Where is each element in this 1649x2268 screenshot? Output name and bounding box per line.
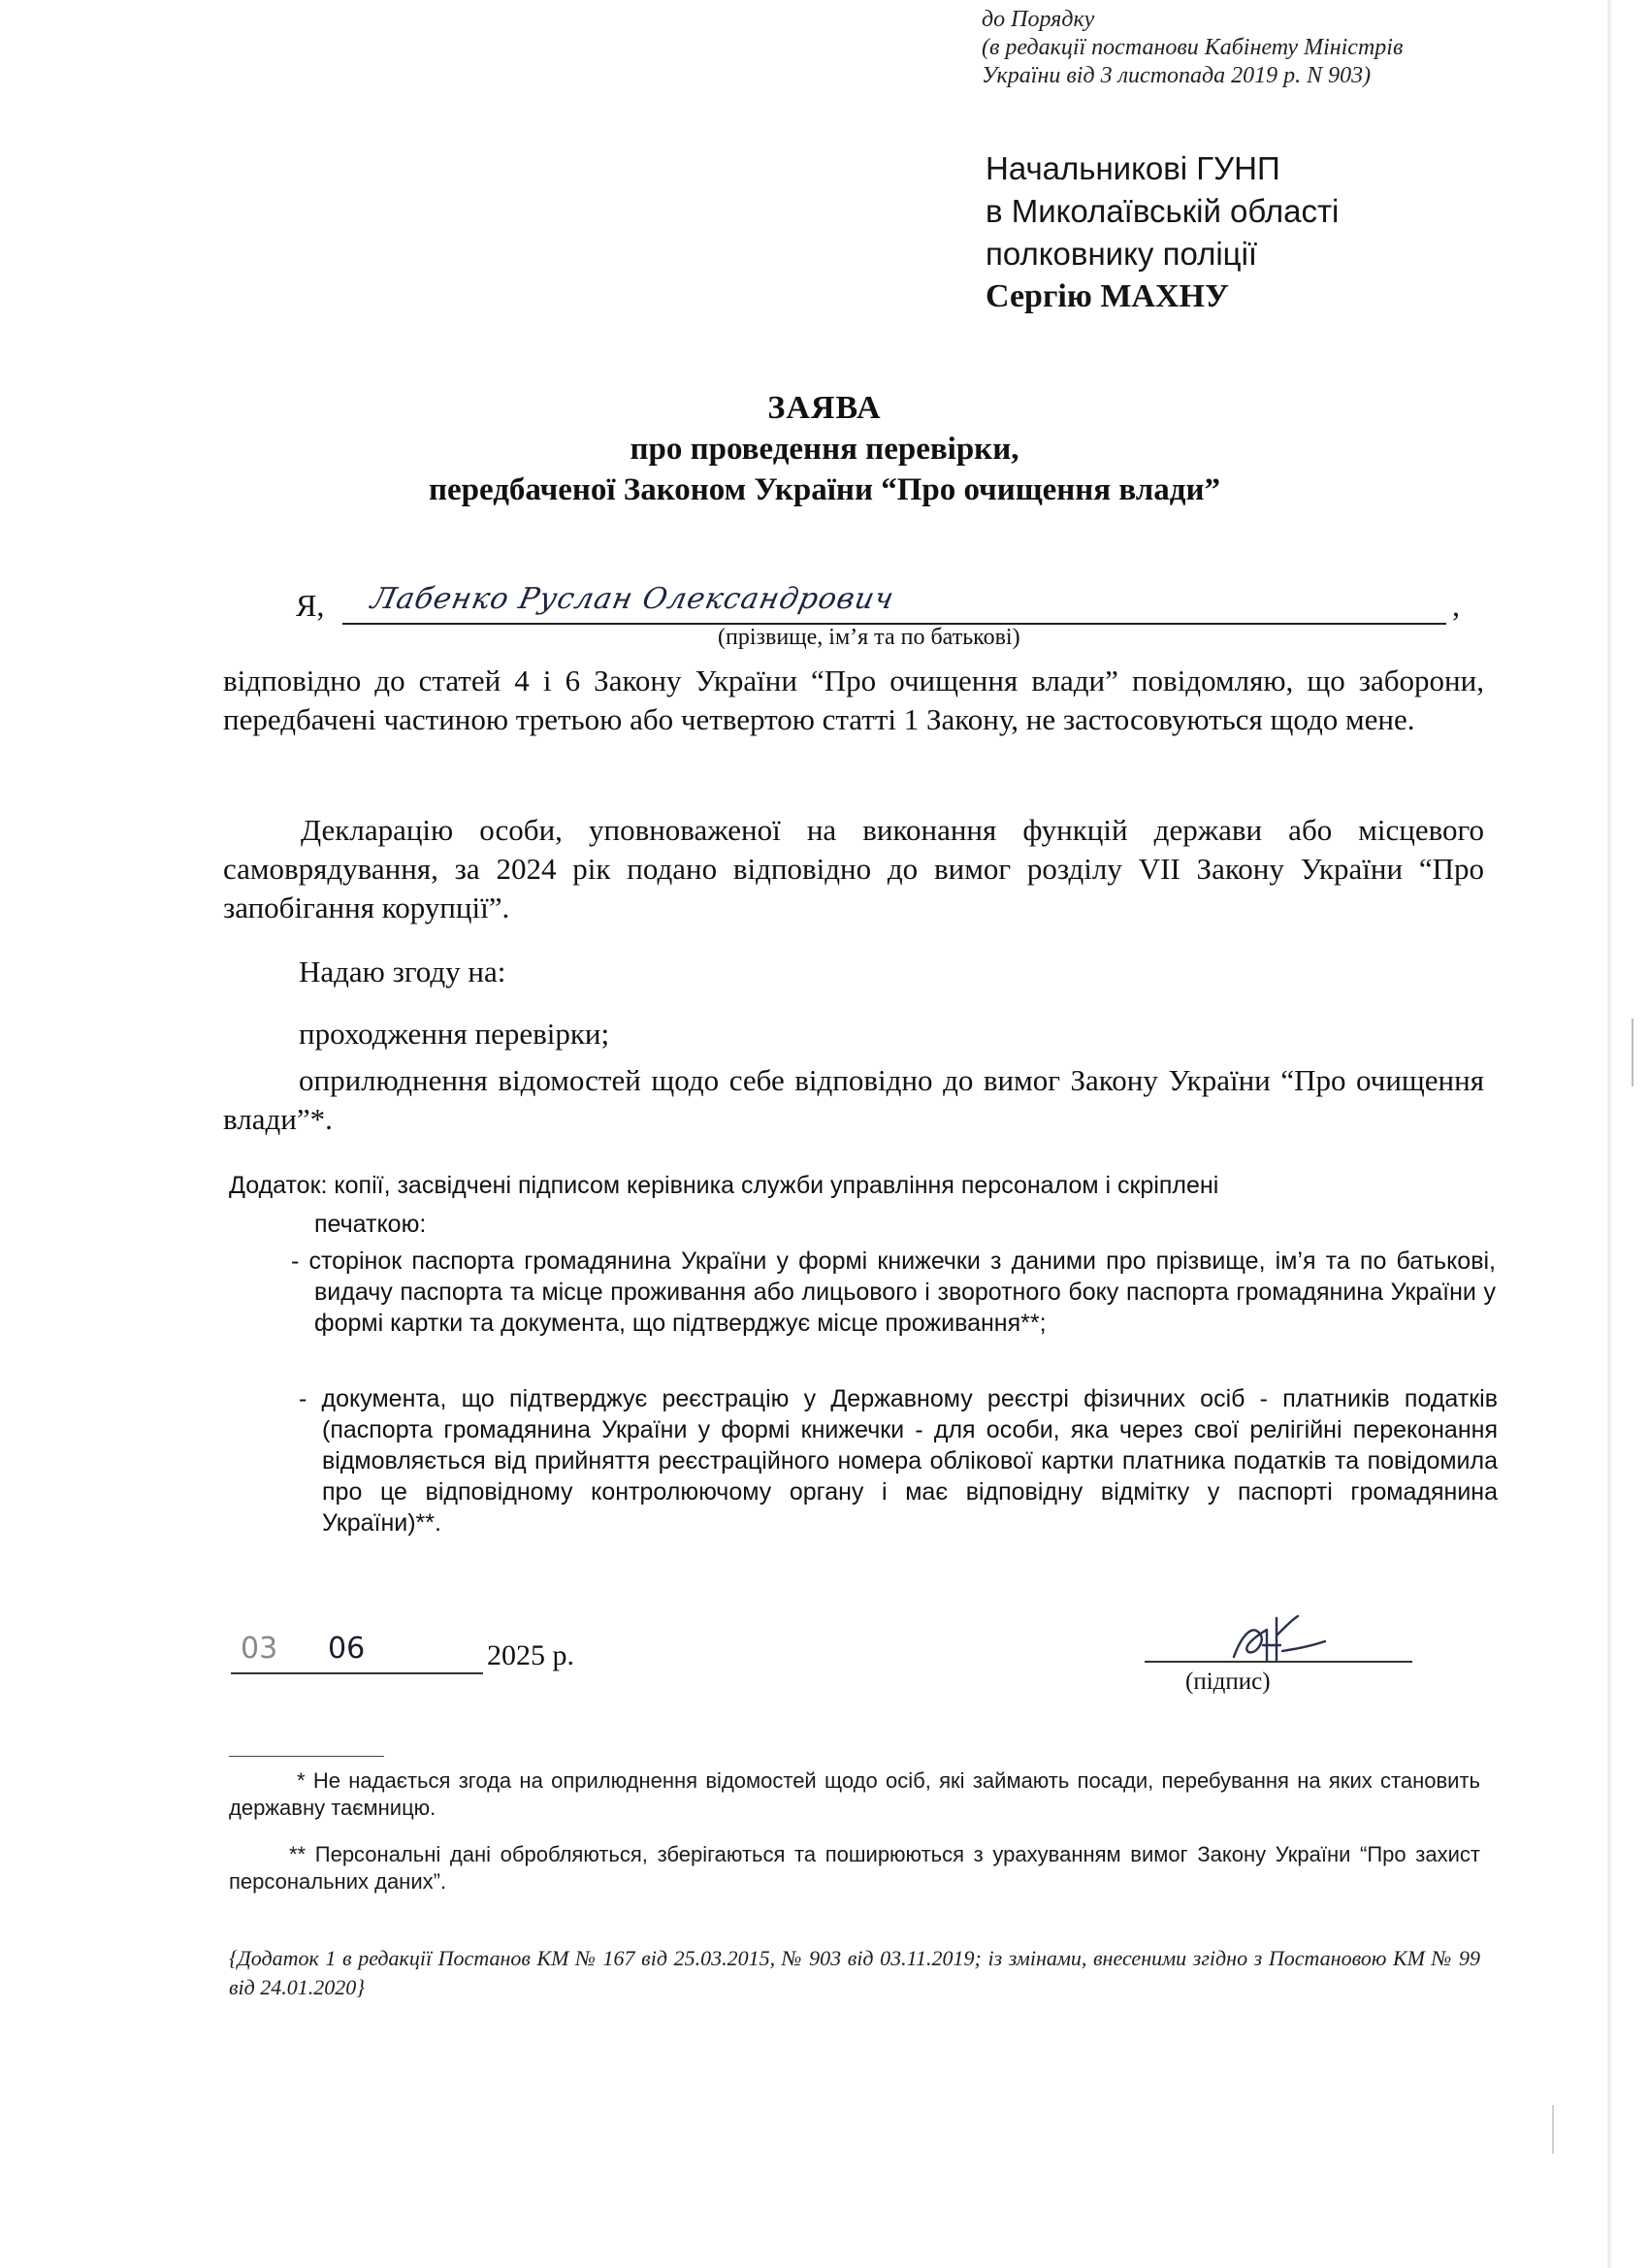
footnote: * Не надається згода на оприлюднення відомостей щодо осіб, які займають посади, перебування на яких становить державну таємницю. (229, 1768, 1480, 1820)
signature-caption: (підпис) (1185, 1669, 1271, 1695)
addressee-block (986, 147, 1529, 318)
header-note (982, 6, 1525, 90)
body-paragraph: Надаю згоду на: (299, 955, 506, 988)
addressee-name: Сергію МАХНУ (986, 278, 1229, 314)
body-paragraph: відповідно до статей 4 і 6 Закону України “Про очищення влади” повідомляю, що заборони, передбачені частиною третьою або четвертою статті 1 Закону, не застосовуються щодо мене. (223, 664, 1484, 736)
body-paragraph: проходження перевірки; (299, 1017, 610, 1051)
amendment-source-note: {Додаток 1 в редакції Постанов КМ № 167 від 25.03.2015, № 903 від 03.11.2019; із змінами, внесеними згідно з Постановою КМ № 99 від 24.01.2020} (229, 1946, 1480, 1999)
title-line: ЗАЯВА (767, 390, 882, 426)
title-line: передбаченої Законом України “Про очищення влади” (428, 472, 1220, 507)
date-field (231, 1632, 483, 1674)
scan-artifact-mark (1632, 1019, 1633, 1086)
signature-image (1224, 1597, 1331, 1674)
date-day: 03 (241, 1632, 278, 1666)
applicant-caption: (прізвище, ім’я та по батькові) (718, 625, 1020, 650)
scan-edge-shadow (1606, 0, 1612, 2268)
body-paragraph: Декларацію особи, уповноваженої на виконання функцій держави або місцевого самоврядування, за 2024 рік подано відповідно до вимог розділу VII Закону України “Про запобігання корупції”. (223, 813, 1484, 924)
appendix-item: - документа, що підтверджує реєстрацію у Державному реєстрі фізичних осіб - платників податків (паспорта громадянина України у формі книжечки - для особи, яка через свої релігійні переконання відмовляється від прийняття реєстраційного номера облікової картки платника податків та повідомила про це відповідному контролюючому органу і має відповідну відмітку у паспорті громадянина України)**. (299, 1385, 1498, 1537)
applicant-handwritten-name: Лабенко Руслан Олександрович (368, 582, 898, 616)
appendix-heading-continued: печаткою: (314, 1211, 427, 1238)
footnote-divider (229, 1756, 384, 1757)
header-note-line: України від 3 листопада 2019 р. N 903) (982, 63, 1372, 88)
applicant-name-field (342, 582, 1446, 625)
appendix-item: - сторінок паспорта громадянина України у формі книжечки з даними про прізвище, ім’я та по батькові, видачу паспорта та місце проживання або лицьового і зворотного боку паспорта громадянина України у формі картки та документа, що підтверджує місце проживання**; (291, 1247, 1496, 1337)
addressee-line: полковнику поліції (986, 236, 1258, 272)
applicant-prefix: Я, (296, 588, 325, 623)
date-year: 2025 р. (487, 1639, 574, 1671)
addressee-line: в Миколаївській області (986, 193, 1340, 229)
document-title (291, 388, 1358, 510)
applicant-suffix: , (1452, 588, 1460, 623)
signature-line (1145, 1661, 1412, 1663)
applicant-line (296, 582, 1460, 650)
addressee-line: Начальникові ГУНП (986, 150, 1280, 186)
header-note-line: до Порядку (982, 7, 1095, 32)
title-line: про проведення перевірки, (630, 432, 1019, 467)
date-month: 06 (328, 1632, 366, 1666)
body-paragraph: оприлюднення відомостей щодо себе відповідно до вимог Закону України “Про очищення влади”*. (223, 1063, 1484, 1136)
header-note-line: (в редакції постанови Кабінету Міністрів (982, 35, 1404, 60)
appendix-heading: Додаток: копії, засвідчені підписом керівника служби управління персоналом і скріплені (229, 1172, 1219, 1199)
footnote: ** Персональні дані обробляються, зберігаються та поширюються з урахуванням вимог Закону України “Про захист персональних даних”. (229, 1842, 1480, 1894)
scan-artifact-mark (1552, 2105, 1554, 2154)
